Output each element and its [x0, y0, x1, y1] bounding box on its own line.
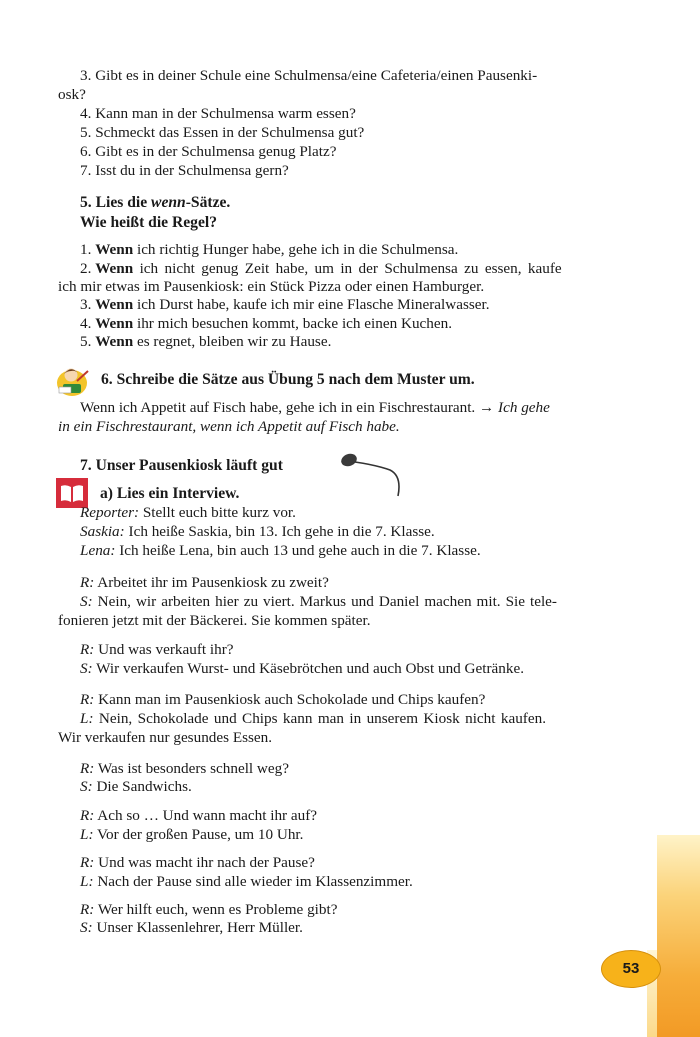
dialogue-line: S: Wir verkaufen Wurst- und Käsebrötchen und auch Obst und Getränke. — [80, 660, 525, 677]
question-line: 4. Kann man in der Schulmensa warm essen? — [80, 105, 356, 122]
dialogue-line: R: Und was macht ihr nach der Pause? — [80, 854, 315, 871]
dialogue-line: S: Die Sandwichs. — [80, 778, 192, 795]
microphone-icon — [340, 452, 406, 498]
dialogue-line: R: Und was verkauft ihr? — [80, 641, 234, 658]
dialogue-line: R: Ach so … Und wann macht ihr auf? — [80, 807, 318, 824]
page-number: 53 — [601, 950, 661, 988]
dialogue-line: R: Arbeitet ihr im Pausenkiosk zu zweit? — [80, 574, 329, 591]
wenn-sentence: 1. Wenn ich richtig Hunger habe, gehe ich in die Schulmensa. — [80, 241, 459, 258]
question-line: 5. Schmeckt das Essen in der Schulmensa gut? — [80, 124, 365, 141]
dialogue-line: L: Vor der großen Pause, um 10 Uhr. — [80, 826, 304, 843]
dialogue-line: L: Nein, Schokolade und Chips kann man in unserem Kiosk nicht kaufen. — [80, 710, 546, 727]
interview-intro-line: Saskia: Ich heiße Saskia, bin 13. Ich gehe in die 7. Klasse. — [80, 523, 435, 540]
question-line: 6. Gibt es in der Schulmensa genug Platz? — [80, 143, 337, 160]
page-edge-stripe — [657, 835, 700, 1037]
exercise-6-title: 6. Schreibe die Sätze aus Übung 5 nach dem Muster um. — [101, 371, 475, 388]
exercise-6-example: Wenn ich Appetit auf Fisch habe, gehe ich in ein Fischrestaurant. → Ich gehe — [80, 399, 550, 416]
interview-intro-line: Reporter: Stellt euch bitte kurz vor. — [80, 504, 296, 521]
dialogue-line: R: Wer hilft euch, wenn es Probleme gibt? — [80, 901, 338, 918]
exercise-5-subtitle: Wie heißt die Regel? — [80, 214, 218, 231]
dialogue-line: Wir verkaufen nur gesundes Essen. — [58, 729, 273, 746]
interview-intro-line: Lena: Ich heiße Lena, bin auch 13 und gehe auch in die 7. Klasse. — [80, 542, 481, 559]
wenn-sentence: ich mir etwas im Pausenkiosk: ein Stück Pizza oder einen Hamburger. — [58, 278, 485, 295]
wenn-sentence: 5. Wenn es regnet, bleiben wir zu Hause. — [80, 333, 332, 350]
exercise-7a-title: a) Lies ein Interview. — [100, 485, 240, 502]
exercise-5-title: 5. Lies die wenn-Sätze. — [80, 194, 231, 211]
question-line: 3. Gibt es in deiner Schule eine Schulmensa/eine Cafeteria/einen Pausenki- — [80, 67, 538, 84]
question-line: osk? — [58, 86, 86, 103]
wenn-sentence: 4. Wenn ihr mich besuchen kommt, backe ich einen Kuchen. — [80, 315, 453, 332]
writing-student-icon — [55, 363, 91, 397]
exercise-6-example-cont: in ein Fischrestaurant, wenn ich Appetit auf Fisch habe. — [58, 418, 400, 435]
dialogue-line: L: Nach der Pause sind alle wieder im Klassenzimmer. — [80, 873, 413, 890]
exercise-7-title: 7. Unser Pausenkiosk läuft gut — [80, 457, 283, 474]
dialogue-line: S: Unser Klassenlehrer, Herr Müller. — [80, 919, 303, 936]
dialogue-line: R: Was ist besonders schnell weg? — [80, 760, 289, 777]
dialogue-line: fonieren jetzt mit der Bäckerei. Sie kommen später. — [58, 612, 371, 629]
question-line: 7. Isst du in der Schulmensa gern? — [80, 162, 289, 179]
dialogue-line: R: Kann man im Pausenkiosk auch Schokolade und Chips kaufen? — [80, 691, 486, 708]
dialogue-line: S: Nein, wir arbeiten hier zu viert. Markus und Daniel machen mit. Sie tele- — [80, 593, 557, 610]
wenn-sentence: 2. Wenn ich nicht genug Zeit habe, um in der Schulmensa zu essen, kaufe — [80, 260, 562, 277]
wenn-sentence: 3. Wenn ich Durst habe, kaufe ich mir eine Flasche Mineralwasser. — [80, 296, 490, 313]
